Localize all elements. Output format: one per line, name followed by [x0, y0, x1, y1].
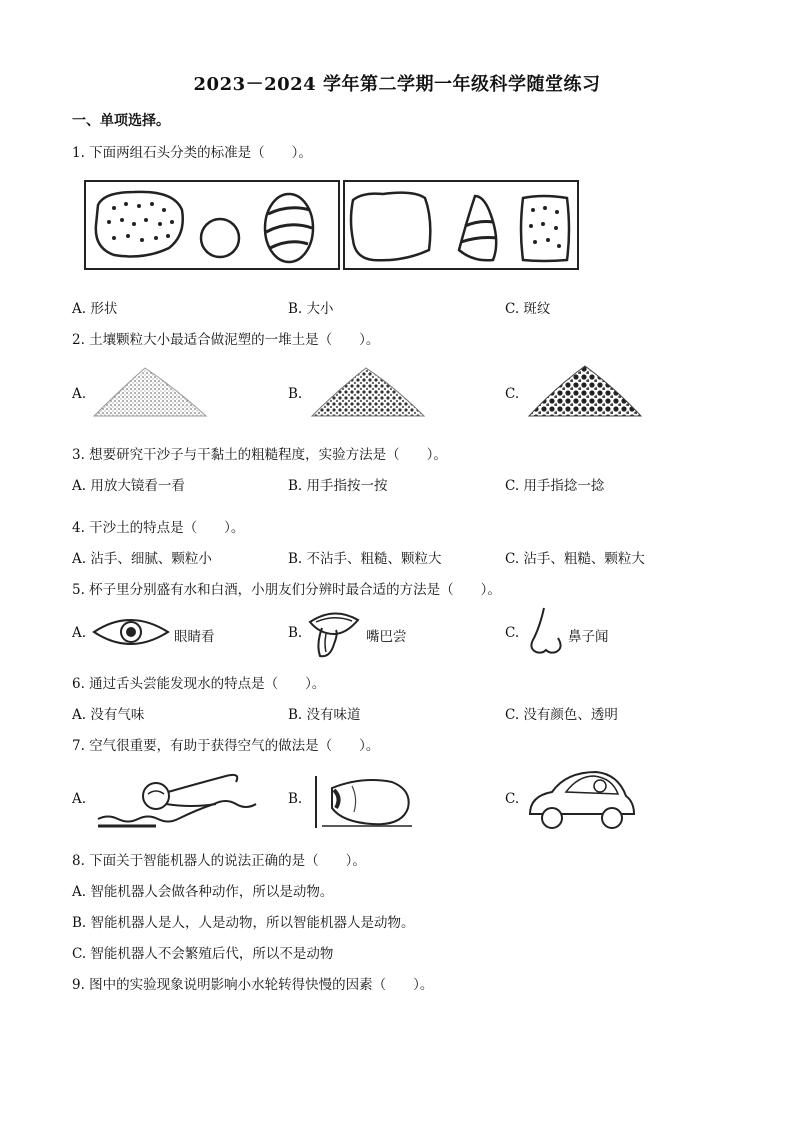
q5-label-a: A.	[72, 625, 87, 641]
q4-option-c: C. 沾手、粗糙、颗粒大	[505, 551, 645, 567]
question-6: 6. 通过舌头尝能发现水的特点是（ ）。	[72, 676, 326, 692]
question-8: 8. 下面关于智能机器人的说法正确的是（ ）。	[72, 853, 366, 869]
q1-option-a: A. 形状	[72, 301, 118, 317]
q5-label-c: C.	[505, 625, 520, 641]
question-2: 2. 土壤颗粒大小最适合做泥塑的一堆土是（ ）。	[72, 332, 380, 348]
q5-caption-c: 鼻子闻	[568, 629, 609, 645]
stones-group-right-image	[343, 180, 579, 270]
q2-label-c: C.	[505, 386, 520, 402]
q8-option-c: C. 智能机器人不会繁殖后代，所以不是动物	[72, 946, 334, 962]
question-3: 3. 想要研究干沙子与干黏土的粗糙程度，实验方法是（ ）。	[72, 447, 447, 463]
q8-option-b: B. 智能机器人是人，人是动物，所以智能机器人是动物。	[72, 915, 415, 931]
question-4: 4. 干沙土的特点是（ ）。	[72, 520, 245, 536]
q1-option-b: B. 大小	[288, 301, 334, 317]
fine-soil-pile-image	[90, 360, 210, 420]
question-5: 5. 杯子里分别盛有水和白酒，小朋友们分辨时最合适的方法是（ ）。	[72, 582, 501, 598]
mouth-tongue-icon	[306, 604, 362, 660]
stones-group-left-image	[84, 180, 340, 270]
medium-soil-pile-image	[308, 360, 428, 420]
q3-option-c: C. 用手指捻一捻	[505, 478, 605, 494]
q4-option-a: A. 沾手、细腻、颗粒小	[72, 551, 212, 567]
q7-label-b: B.	[288, 791, 303, 807]
swimmer-underwater-image	[96, 764, 266, 834]
question-7: 7. 空气很重要，有助于获得空气的做法是（ ）。	[72, 738, 380, 754]
q3-option-b: B. 用手指按一按	[288, 478, 388, 494]
q2-label-a: A.	[72, 386, 87, 402]
q3-option-a: A. 用放大镜看一看	[72, 478, 185, 494]
q4-option-b: B. 不沾手、粗糙、颗粒大	[288, 551, 442, 567]
q5-caption-a: 眼睛看	[174, 629, 215, 645]
section-heading: 一、单项选择。	[72, 113, 170, 129]
question-1: 1. 下面两组石头分类的标准是（ ）。	[72, 145, 312, 161]
q5-label-b: B.	[288, 625, 303, 641]
q2-label-b: B.	[288, 386, 303, 402]
q8-option-a: A. 智能机器人会做各种动作，所以是动物。	[72, 884, 334, 900]
q6-option-b: B. 没有味道	[288, 707, 361, 723]
question-9: 9. 图中的实验现象说明影响小水轮转得快慢的因素（ ）。	[72, 977, 434, 993]
child-in-closed-car-image	[526, 766, 638, 834]
eye-icon	[92, 614, 170, 650]
q7-label-c: C.	[505, 791, 520, 807]
page-title: 2023－2024 学年第二学期一年级科学随堂练习	[193, 74, 601, 95]
coarse-soil-pile-image	[525, 358, 645, 420]
q5-caption-b: 嘴巴尝	[366, 629, 407, 645]
nose-icon	[526, 606, 566, 656]
q1-option-c: C. 斑纹	[505, 301, 551, 317]
q6-option-a: A. 没有气味	[72, 707, 145, 723]
head-covered-by-quilt-image	[312, 768, 416, 832]
q6-option-c: C. 没有颜色、透明	[505, 707, 618, 723]
q7-label-a: A.	[72, 791, 87, 807]
